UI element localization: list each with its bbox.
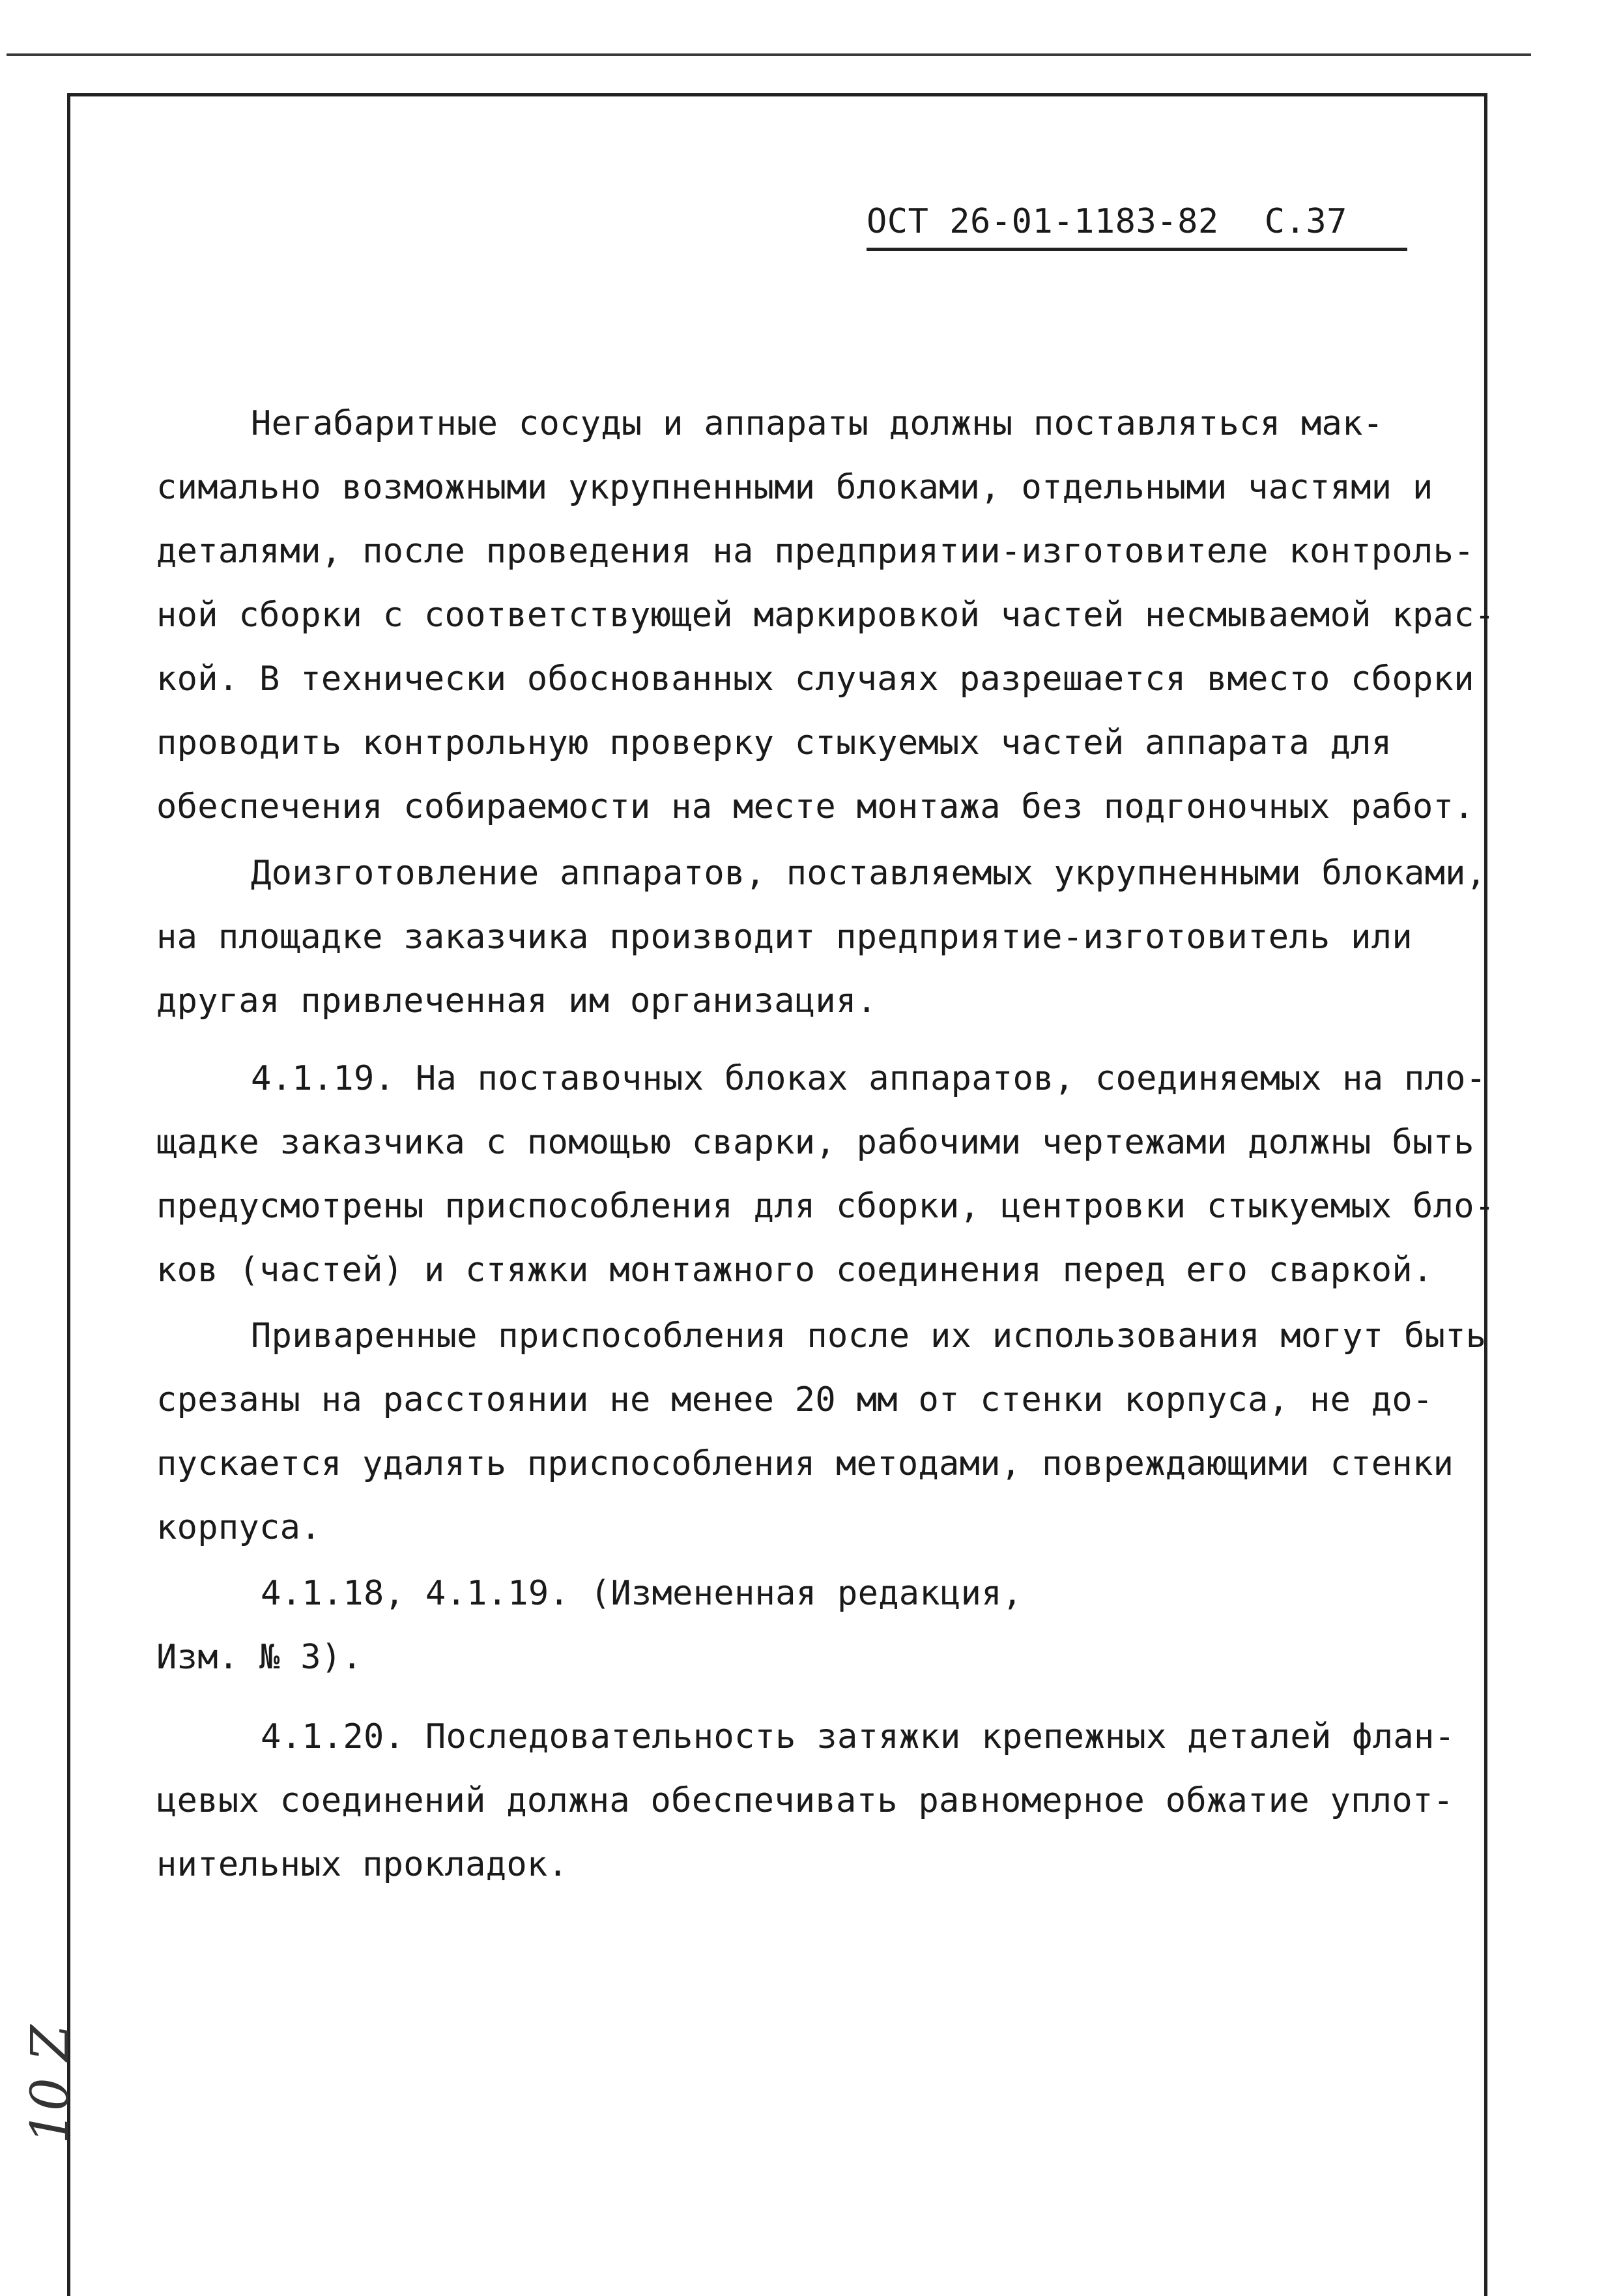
text-line: предусмотрены приспособления для сборки, центровки стыкуемых бло- <box>156 1187 1495 1226</box>
text-line: 4.1.20. Последовательность затяжки крепежных деталей флан- <box>261 1717 1456 1756</box>
text-line: пускается удалять приспособления методами, повреждающими стенки <box>156 1444 1454 1483</box>
text-line: кой. В технически обоснованных случаях разрешается вместо сборки <box>156 660 1474 699</box>
text-line: ной сборки с соответствующей маркировкой частей несмываемой крас- <box>156 596 1495 635</box>
document-header <box>867 196 1407 251</box>
text-line: другая привлеченная им организация. <box>156 981 878 1021</box>
text-line: ков (частей) и стяжки монтажного соединения перед его сваркой. <box>156 1251 1433 1290</box>
text-line: Негабаритные сосуды и аппараты должны поставляться мак- <box>251 404 1384 443</box>
text-line: срезаны на расстоянии не менее 20 мм от стенки корпуса, не до- <box>156 1380 1433 1419</box>
text-line: 4.1.18, 4.1.19. (Измененная редакция, <box>261 1574 1023 1613</box>
text-line: корпуса. <box>156 1508 321 1547</box>
text-line: 4.1.19. На поставочных блоках аппаратов, соединяемых на пло- <box>251 1059 1487 1098</box>
text-line: на площадке заказчика производит предприятие-изготовитель или <box>156 918 1413 957</box>
text-line: симально возможными укрупненными блоками, отдельными частями и <box>156 468 1433 507</box>
text-line: проводить контрольную проверку стыкуемых частей аппарата для <box>156 723 1392 763</box>
document-code: ОСТ 26-01-1183-82 <box>867 202 1219 241</box>
text-line: цевых соединений должна обеспечивать равномерное обжатие уплот- <box>156 1781 1454 1820</box>
text-line: Приваренные приспособления после их использования могут быть <box>251 1316 1487 1356</box>
outer-top-border <box>7 53 1531 56</box>
text-line: деталями, после проведения на предприятии-изготовителе контроль- <box>156 532 1474 571</box>
text-line: Доизготовление аппаратов, поставляемых укрупненными блоками, <box>251 854 1487 893</box>
handwritten-margin-note: 10 Z <box>20 2025 80 2144</box>
text-line: щадке заказчика с помощью сварки, рабочими чертежами должны быть <box>156 1123 1474 1162</box>
text-line: нительных прокладок. <box>156 1845 569 1884</box>
text-line: обеспечения собираемости на месте монтажа без подгоночных работ. <box>156 787 1474 826</box>
page-number: С.37 <box>1264 202 1347 241</box>
text-line: Изм. № 3). <box>156 1638 363 1677</box>
